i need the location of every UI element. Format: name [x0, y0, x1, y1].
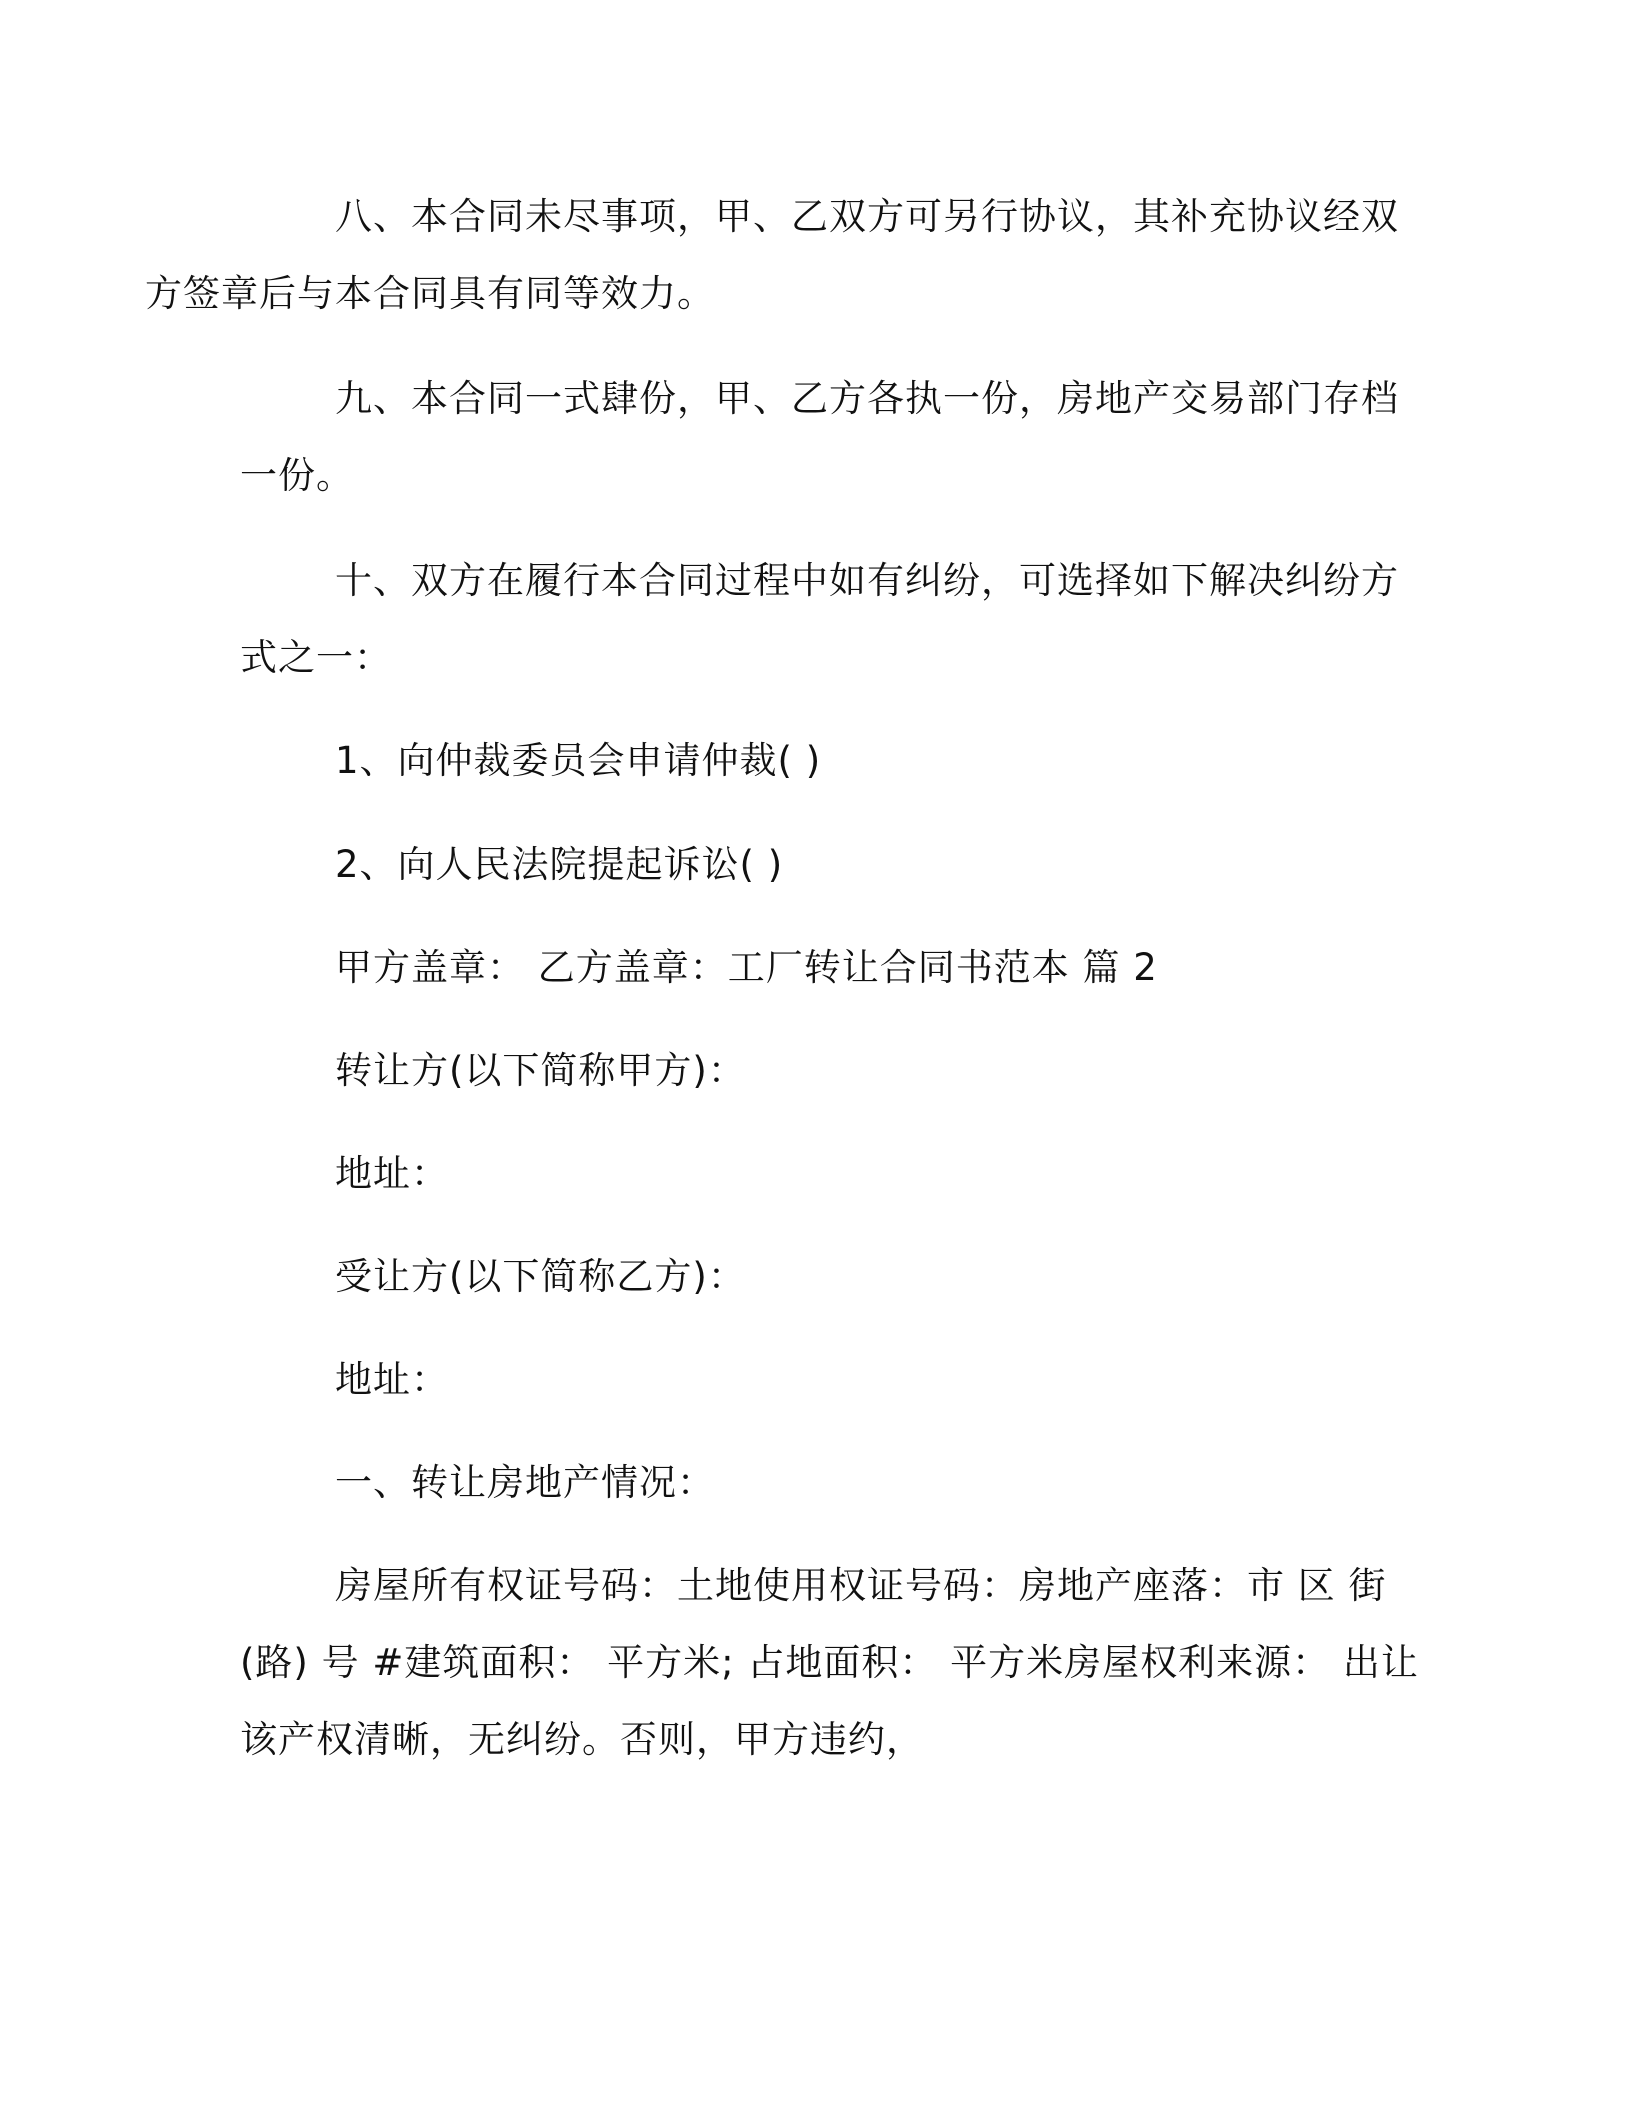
paragraph-line: 甲方盖章： 乙方盖章：工厂转让合同书范本 篇 2 [335, 946, 1158, 989]
paragraph-clause-9 [240, 360, 1399, 514]
paragraph-line: 2、向人民法院提起诉讼( ) [335, 843, 784, 886]
property-details-paragraph [240, 1547, 1419, 1778]
paragraph-line: (路) 号 #建筑面积： 平方米; 占地面积： 平方米房屋权利来源： 出让 [240, 1641, 1419, 1684]
paragraph-line: 该产权清晰，无纠纷。否则，甲方违约， [240, 1718, 924, 1761]
transferor-address-label [240, 1135, 1380, 1212]
paragraph-line: 地址： [335, 1152, 449, 1195]
paragraph-line: 受让方(以下简称乙方)： [335, 1255, 746, 1298]
paragraph-line: 一、转让房地产情况： [335, 1461, 715, 1504]
signature-line-and-heading [240, 929, 1380, 1006]
transferee-label [240, 1238, 1380, 1315]
paragraph-clause-10 [240, 542, 1399, 696]
paragraph-line: 九、本合同一式肆份，甲、乙方各执一份，房地产交易部门存档 [335, 377, 1399, 420]
paragraph-line: 转让方(以下简称甲方)： [335, 1049, 746, 1092]
paragraph-line: 八、本合同未尽事项，甲、乙双方可另行协议，其补充协议经双 [335, 195, 1399, 238]
paragraph-line: 方签章后与本合同具有同等效力。 [145, 272, 715, 315]
paragraph-line: 房屋所有权证号码：土地使用权证号码：房地产座落：市 区 街 [335, 1564, 1387, 1607]
option-litigation [240, 826, 1380, 903]
section-heading-property [240, 1444, 1380, 1521]
paragraph-line: 地址： [335, 1358, 449, 1401]
paragraph-line: 式之一： [240, 636, 392, 679]
paragraph-clause-8 [145, 178, 1399, 332]
paragraph-line: 十、双方在履行本合同过程中如有纠纷，可选择如下解决纠纷方 [335, 559, 1399, 602]
paragraph-line: 一份。 [240, 454, 354, 497]
transferor-label [240, 1032, 1380, 1109]
paragraph-line: 1、向仲裁委员会申请仲裁( ) [335, 739, 822, 782]
transferee-address-label [240, 1341, 1380, 1418]
option-arbitration [240, 722, 1380, 799]
